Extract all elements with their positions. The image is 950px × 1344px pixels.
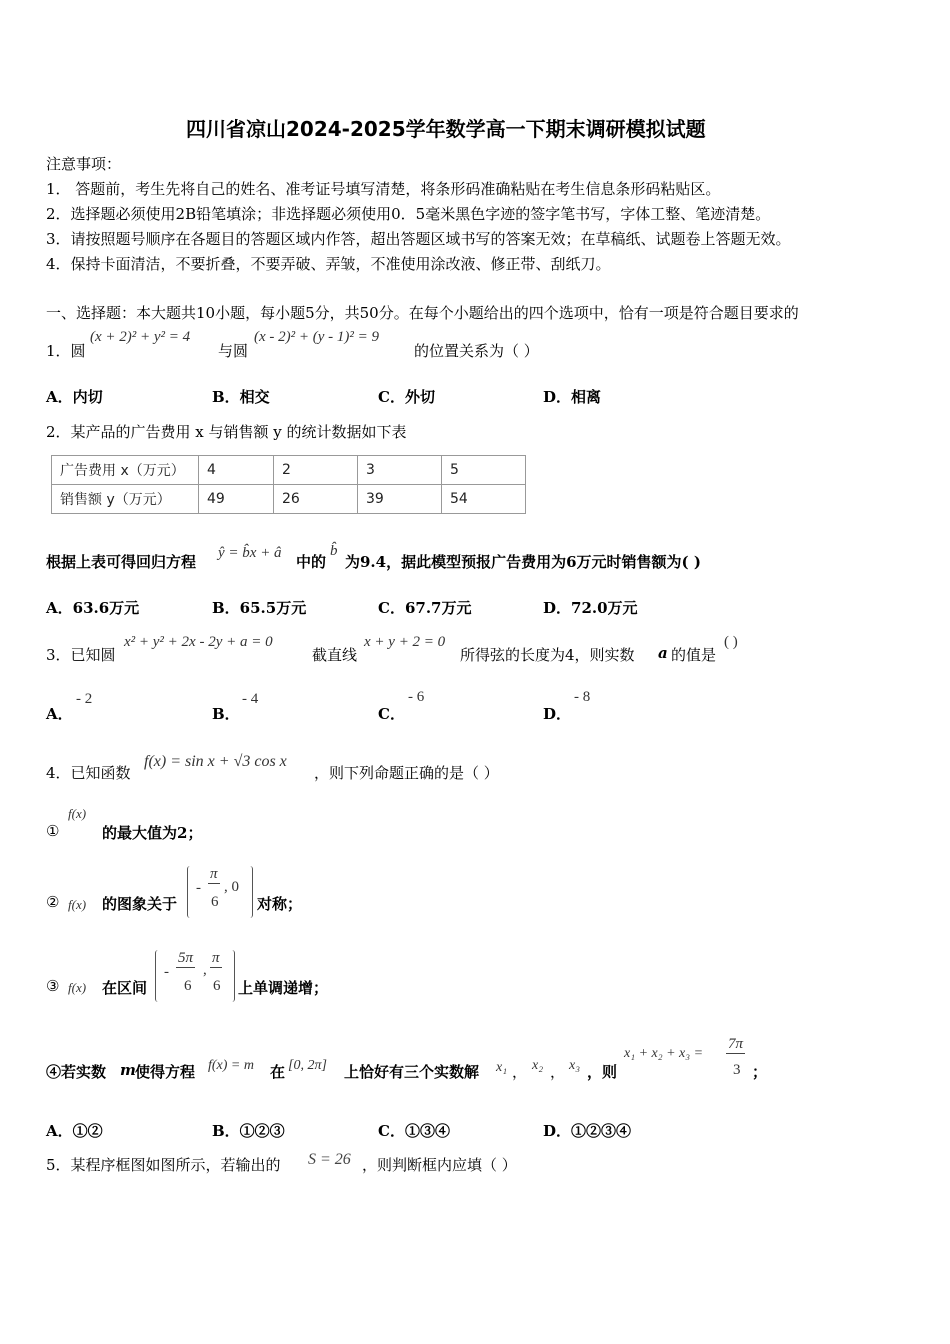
q1-prefix: 1．圆 xyxy=(46,342,86,360)
q4-s3-comma: , xyxy=(203,962,207,978)
q4-option-b[interactable]: B．①②③ xyxy=(212,1122,285,1140)
q1-option-a[interactable]: A．内切 xyxy=(46,388,103,406)
q3-option-a-value[interactable]: - 2 xyxy=(76,691,93,707)
notice-item: 3．请按照题号顺序在各题目的答题区域内作答，超出答题区域书写的答案无效；在草稿纸、试题卷上答题无效。 xyxy=(46,230,791,248)
q4-option-d[interactable]: D．①②③④ xyxy=(543,1122,632,1140)
q4-s2-den: 6 xyxy=(211,894,219,910)
q4-s4-text-3: 上恰好有三个实数解 xyxy=(344,1063,480,1081)
q3-mid: 截直线 xyxy=(312,646,358,664)
q1-option-d[interactable]: D．相离 xyxy=(543,388,602,406)
table-cell: 54 xyxy=(442,485,526,514)
table-cell: 49 xyxy=(199,485,274,514)
table-cell: 39 xyxy=(358,485,442,514)
q3-suffix: 所得弦的长度为4，则实数 xyxy=(460,646,635,664)
q4-s1-mark: ① xyxy=(46,822,60,840)
q1-mid: 与圆 xyxy=(218,342,249,360)
q4-s3-fx: f(x) xyxy=(68,980,87,995)
table-row xyxy=(52,485,526,514)
q1-option-c[interactable]: C．外切 xyxy=(378,388,435,406)
q3-option-c-value[interactable]: - 6 xyxy=(408,689,425,705)
q4-s4-sep: ， xyxy=(512,1063,528,1081)
table-cell: 广告费用 x（万元） xyxy=(52,456,199,485)
q5-suffix: ，则判断框内应填（ ） xyxy=(362,1156,517,1174)
q4-suffix: ，则下列命题正确的是（ ） xyxy=(314,764,499,782)
q4-s4-x2: x₂ xyxy=(532,1058,544,1073)
q2-option-d[interactable]: D．72.0万元 xyxy=(543,599,638,617)
q3-circle-eq: x² + y² + 2x - 2y + a = 0 xyxy=(124,634,273,650)
q4-s3-num-2: π xyxy=(212,950,220,966)
q2-line-a: 根据上表可得回归方程 xyxy=(46,553,197,571)
table-cell: 5 xyxy=(442,456,526,485)
q4-s4-eq: f(x) = m xyxy=(208,1058,254,1073)
q3-suffix-2: 的值是 xyxy=(671,646,717,664)
q5-prefix: 5．某程序框图如图所示，若输出的 xyxy=(46,1156,281,1174)
table-cell: 26 xyxy=(274,485,358,514)
q4-s4-sep: ， xyxy=(550,1063,566,1081)
q4-s4-num: 7π xyxy=(728,1036,744,1052)
q4-s4-den: 3 xyxy=(733,1062,741,1078)
q4-s4-x3: x₃ xyxy=(569,1058,581,1073)
notice-item: 1． 答题前，考生先将自己的姓名、准考证号填写清楚，将条形码准确粘贴在考生信息条形码粘贴区。 xyxy=(46,180,721,198)
table-cell: 4 xyxy=(199,456,274,485)
q4-s3-num-1: 5π xyxy=(178,950,194,966)
notice-item: 2．选择题必须使用2B铅笔填涂；非选择题必须使用0．5毫米黑色字迹的签字笔书写，字体工整、笔迹清楚。 xyxy=(46,205,771,223)
q4-s2-neg: - xyxy=(196,880,201,896)
q4-s1-text: 的最大值为2； xyxy=(102,824,203,842)
q4-s3-mark: ③ xyxy=(46,977,60,995)
page-title: 四川省凉山2024-2025学年数学高一下期末调研模拟试题 xyxy=(186,117,706,141)
q4-s2-end: 对称； xyxy=(257,895,303,913)
q3-option-b-label[interactable]: B． xyxy=(212,705,240,723)
table-cell: 销售额 y（万元） xyxy=(52,485,199,514)
q1-option-b[interactable]: B．相交 xyxy=(212,388,270,406)
q1-circle-eq-2: (x - 2)² + (y - 1)² = 9 xyxy=(254,329,380,345)
q4-s4-sum: x₁ + x₂ + x₃ = xyxy=(624,1046,704,1061)
q4-s4-x1: x₁ xyxy=(496,1060,508,1075)
q3-option-a-label[interactable]: A． xyxy=(46,705,73,723)
q4-s3-text: 在区间 xyxy=(102,979,148,997)
q4-s3-den-2: 6 xyxy=(213,978,221,994)
notice-item: 4．保持卡面清洁，不要折叠，不要弄破、弄皱，不准使用涂改液、修正带、刮纸刀。 xyxy=(46,255,611,273)
q5-eq: S = 26 xyxy=(308,1151,351,1168)
q2-option-b[interactable]: B．65.5万元 xyxy=(212,599,307,617)
q4-s2-text: 的图象关于 xyxy=(102,895,178,913)
q4-option-c[interactable]: C．①③④ xyxy=(378,1122,450,1140)
table-row xyxy=(52,456,526,485)
table-cell: 2 xyxy=(274,456,358,485)
q4-s2-mark: ② xyxy=(46,893,60,911)
q3-prefix: 3．已知圆 xyxy=(46,646,116,664)
q4-s3-neg: - xyxy=(164,964,169,980)
q4-s4-text-1: 使得方程 xyxy=(135,1063,196,1081)
q4-s4-end: ； xyxy=(752,1063,768,1081)
q2-option-c[interactable]: C．67.7万元 xyxy=(378,599,472,617)
q1-suffix: 的位置关系为（ ） xyxy=(414,342,539,360)
section-heading: 一、选择题：本大题共10小题，每小题5分，共50分。在每个小题给出的四个选项中，恰有一项是符合题目要求的 xyxy=(46,304,799,322)
q3-var: a xyxy=(658,644,668,662)
notice-heading: 注意事项： xyxy=(46,155,122,173)
q3-option-d-label[interactable]: D． xyxy=(543,705,572,723)
q3-option-c-label[interactable]: C． xyxy=(378,705,405,723)
q4-s3-den-1: 6 xyxy=(184,978,192,994)
q4-s1-fx: f(x) xyxy=(68,806,87,821)
q4-s4-m: m xyxy=(120,1061,136,1079)
q4-function-eq: f(x) = sin x + √3 cos x xyxy=(144,753,287,770)
q4-prefix: 4．已知函数 xyxy=(46,764,131,782)
table-cell: 3 xyxy=(358,456,442,485)
q4-s4-text-2: 在 xyxy=(270,1063,286,1081)
q4-s2-tail: , 0 xyxy=(224,879,239,895)
q2-regression-eq: ŷ = b̂x + â xyxy=(218,545,282,561)
q4-s2-num: π xyxy=(210,866,218,882)
q3-paren: ( ) xyxy=(724,634,738,650)
q4-option-a[interactable]: A．①② xyxy=(46,1122,103,1140)
q4-s4-interval: [0, 2π] xyxy=(288,1058,327,1073)
q2-text: 2．某产品的广告费用 x 与销售额 y 的统计数据如下表 xyxy=(46,423,407,441)
stat-table xyxy=(51,455,526,514)
q3-option-b-value[interactable]: - 4 xyxy=(242,691,259,707)
q4-s4-mark: ④若实数 xyxy=(46,1063,107,1081)
q2-line-c: 为9.4，据此模型预报广告费用为6万元时销售额为( ) xyxy=(345,553,701,571)
q4-s4-text-4: ，则 xyxy=(587,1063,618,1081)
q1-circle-eq-1: (x + 2)² + y² = 4 xyxy=(90,329,191,345)
q2-bhat: b̂ xyxy=(330,543,338,559)
q3-line-eq: x + y + 2 = 0 xyxy=(364,634,446,650)
q4-s2-fx: f(x) xyxy=(68,897,87,912)
q2-line-b: 中的 xyxy=(296,553,327,571)
q3-option-d-value[interactable]: - 8 xyxy=(574,689,591,705)
q4-s3-end: 上单调递增； xyxy=(238,979,329,997)
q2-option-a[interactable]: A．63.6万元 xyxy=(46,599,140,617)
